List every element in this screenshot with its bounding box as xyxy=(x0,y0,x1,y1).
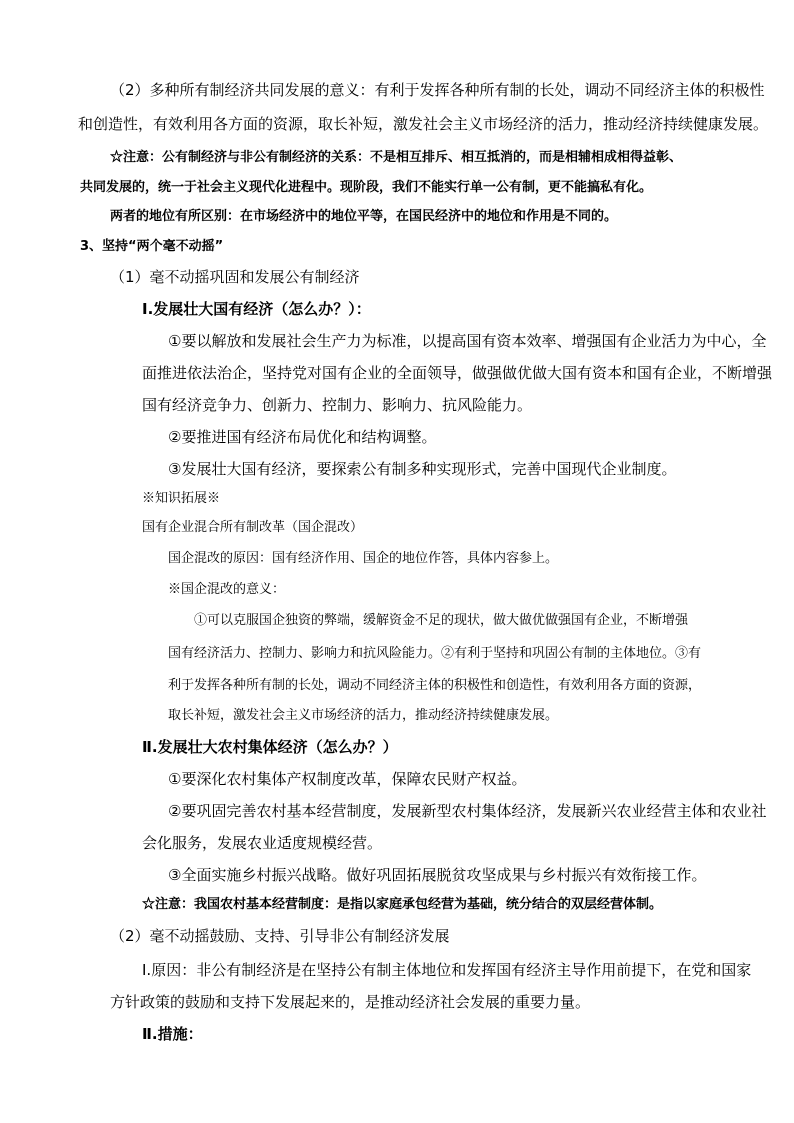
text-line: ③全面实施乡村振兴战略。做好巩固拓展脱贫攻坚成果与乡村振兴有效衔接工作。 xyxy=(168,866,707,884)
text-line: ①可以克服国企独资的弊端，缓解资金不足的现状，做大做优做强国有企业，不断增强 xyxy=(194,613,689,628)
subsection-heading: Ⅱ.发展壮大农村集体经济（怎么办？） xyxy=(142,738,398,756)
text-line: 会化服务，发展农业适度规模经营。 xyxy=(142,834,383,852)
text-line: ①要以解放和发展社会生产力为标准，以提高国有资本效率、增强国有企业活力为中心，全 xyxy=(168,332,767,350)
note-line: ☆注意：公有制经济与非公有制经济的关系：不是相互排斥、相互抵消的，而是相辅相成相得益彰、 xyxy=(110,150,683,165)
text-line: ③发展壮大国有经济，要探索公有制多种实现形式，完善中国现代企业制度。 xyxy=(168,460,677,478)
text-line: 方针政策的鼓励和支持下发展起来的，是推动经济社会发展的重要力量。 xyxy=(110,993,591,1011)
text-line: 国有企业混合所有制改革（国企混改） xyxy=(142,520,364,535)
text-line: 国企混改的原因：国有经济作用、国企的地位作答，具体内容参上。 xyxy=(168,551,559,566)
text-line: 国有经济竞争力、创新力、控制力、影响力、抗风险能力。 xyxy=(142,396,533,414)
text-line: （2）多种所有制经济共同发展的意义：有利于发挥各种所有制的长处，调动不同经济主体的积极性 xyxy=(110,81,765,99)
note-line: ☆注意：我国农村基本经营制度：是指以家庭承包经营为基础，统分结合的双层经营体制。 xyxy=(142,897,663,912)
text-line: ②要推进国有经济布局优化和结构调整。 xyxy=(168,428,437,446)
text-line: Ⅰ.原因：非公有制经济是在坚持公有制主体地位和发挥国有经济主导作用前提下，在党和国家 xyxy=(142,961,752,979)
text-line: 取长补短，激发社会主义市场经济的活力，推动经济持续健康发展。 xyxy=(168,708,559,723)
subsection-heading: （2）毫不动摇鼓励、支持、引导非公有制经济发展 xyxy=(110,927,450,945)
text-line: 利于发挥各种所有制的长处，调动不同经济主体的积极性和创造性，有效利用各方面的资源， xyxy=(168,678,702,693)
text-line: 和创造性，有效利用各方面的资源，取长补短，激发社会主义市场经济的活力，推动经济持续健康发展。 xyxy=(78,115,769,133)
section-heading: 3、坚持“两个毫不动摇” xyxy=(80,239,224,254)
text-line: ②要巩固完善农村基本经营制度，发展新型农村集体经济，发展新兴农业经营主体和农业社 xyxy=(168,802,767,820)
text-line: ※国企混改的意义： xyxy=(168,582,286,597)
note-line: 共同发展的，统一于社会主义现代化进程中。现阶段，我们不能实行单一公有制，更不能搞私有化。 xyxy=(80,180,653,195)
text-line: 面推进依法治企，坚持党对国有企业的全面领导，做强做优做大国有资本和国有企业，不断增强 xyxy=(142,364,773,382)
text-line: ※知识拓展※ xyxy=(142,491,221,506)
text-line: 国有经济活力、控制力、影响力和抗风险能力。②有利于坚持和巩固公有制的主体地位。③有 xyxy=(168,646,702,661)
text-line: 两者的地位有所区别：在市场经济中的地位平等，在国民经济中的地位和作用是不同的。 xyxy=(110,209,618,224)
subsection-heading: Ⅱ.措施： xyxy=(142,1025,203,1043)
text-line: ①要深化农村集体产权制度改革，保障农民财产权益。 xyxy=(168,770,527,788)
subsection-heading: Ⅰ.发展壮大国有经济（怎么办？）： xyxy=(142,300,371,318)
subsection-heading: （1）毫不动摇巩固和发展公有制经济 xyxy=(110,268,360,286)
